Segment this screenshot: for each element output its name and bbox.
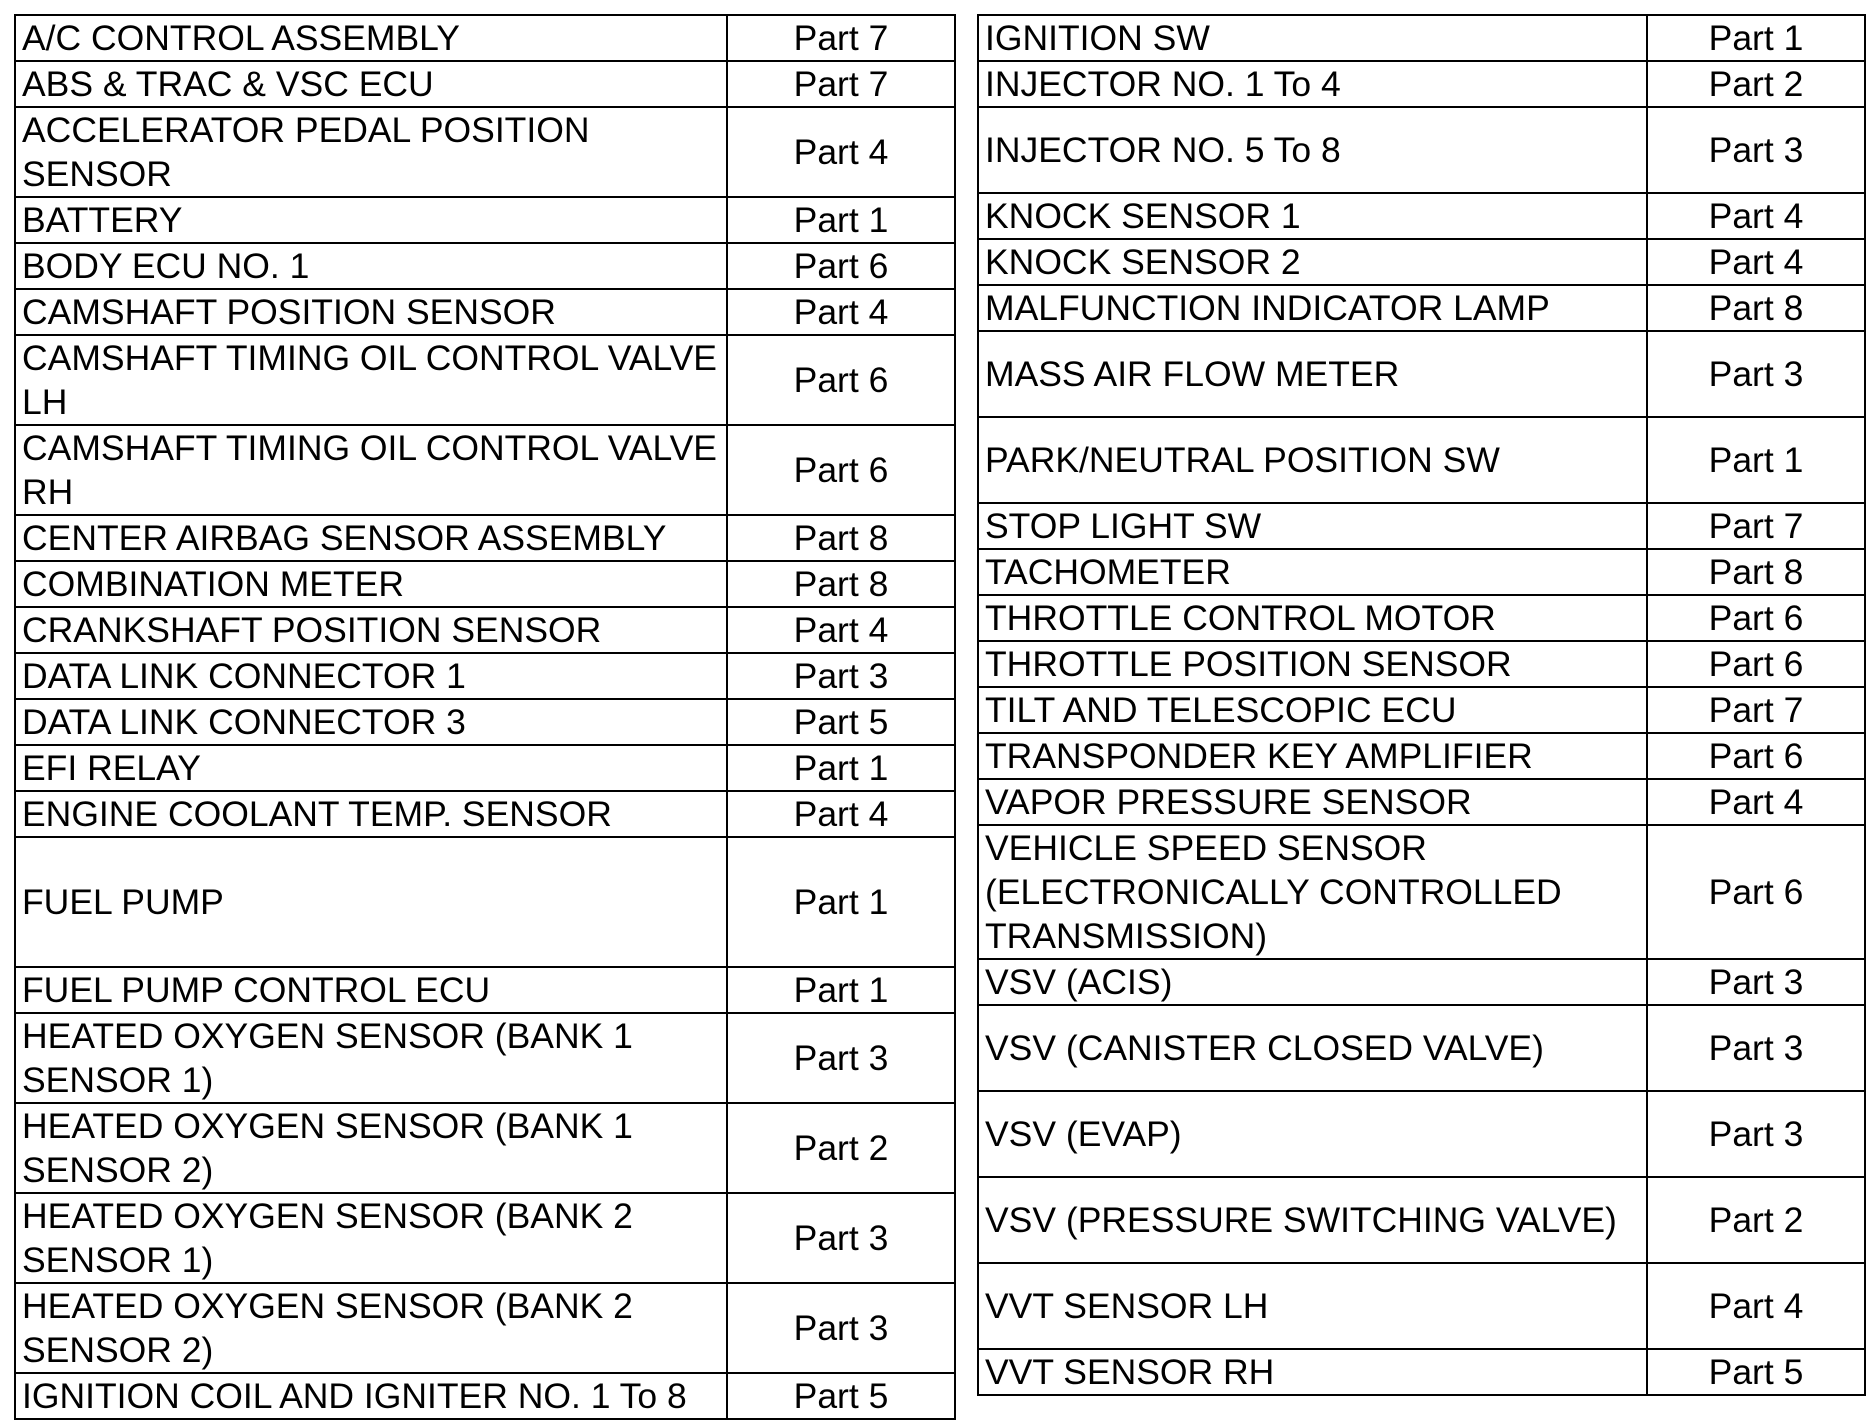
component-name: IGNITION COIL AND IGNITER NO. 1 To 8 — [15, 1373, 727, 1419]
component-name: PARK/NEUTRAL POSITION SW — [978, 417, 1647, 503]
part-reference: Part 2 — [1647, 1177, 1865, 1263]
table-row — [15, 1103, 955, 1193]
table-row — [978, 331, 1865, 417]
component-name: FUEL PUMP CONTROL ECU — [15, 967, 727, 1013]
component-name: HEATED OXYGEN SENSOR (BANK 2 SENSOR 1) — [15, 1193, 727, 1283]
part-reference: Part 2 — [727, 1103, 955, 1193]
table-row — [978, 417, 1865, 503]
part-reference: Part 4 — [727, 607, 955, 653]
part-reference: Part 7 — [1647, 503, 1865, 549]
part-reference: Part 4 — [727, 107, 955, 197]
table-row — [978, 687, 1865, 733]
table-row — [978, 239, 1865, 285]
part-reference: Part 1 — [1647, 417, 1865, 503]
component-name: HEATED OXYGEN SENSOR (BANK 2 SENSOR 2) — [15, 1283, 727, 1373]
component-name: HEATED OXYGEN SENSOR (BANK 1 SENSOR 1) — [15, 1013, 727, 1103]
part-reference: Part 5 — [727, 1373, 955, 1419]
table-row — [15, 1193, 955, 1283]
component-name: VEHICLE SPEED SENSOR (ELECTRONICALLY CONTROLLED TRANSMISSION) — [978, 825, 1647, 959]
index-table-left — [14, 14, 956, 1420]
part-reference: Part 4 — [1647, 1263, 1865, 1349]
part-reference: Part 4 — [1647, 239, 1865, 285]
part-reference: Part 6 — [727, 243, 955, 289]
table-row — [978, 1263, 1865, 1349]
part-reference: Part 5 — [727, 699, 955, 745]
table-row — [15, 15, 955, 61]
part-reference: Part 7 — [727, 15, 955, 61]
component-name: DATA LINK CONNECTOR 1 — [15, 653, 727, 699]
component-name: TRANSPONDER KEY AMPLIFIER — [978, 733, 1647, 779]
part-reference: Part 6 — [1647, 733, 1865, 779]
table-row — [978, 1005, 1865, 1091]
component-name: VSV (EVAP) — [978, 1091, 1647, 1177]
part-reference: Part 2 — [1647, 61, 1865, 107]
part-reference: Part 7 — [1647, 687, 1865, 733]
part-reference: Part 3 — [727, 1283, 955, 1373]
table-row — [15, 197, 955, 243]
component-name: COMBINATION METER — [15, 561, 727, 607]
table-row — [978, 825, 1865, 959]
table-row — [978, 733, 1865, 779]
part-reference: Part 8 — [1647, 285, 1865, 331]
component-name: CENTER AIRBAG SENSOR ASSEMBLY — [15, 515, 727, 561]
component-name: FUEL PUMP — [15, 837, 727, 967]
component-name: CAMSHAFT TIMING OIL CONTROL VALVE RH — [15, 425, 727, 515]
component-name: CAMSHAFT TIMING OIL CONTROL VALVE LH — [15, 335, 727, 425]
component-name: MASS AIR FLOW METER — [978, 331, 1647, 417]
table-row — [15, 745, 955, 791]
component-name: ABS & TRAC & VSC ECU — [15, 61, 727, 107]
part-reference: Part 3 — [727, 1013, 955, 1103]
part-reference: Part 4 — [727, 289, 955, 335]
part-reference: Part 6 — [1647, 641, 1865, 687]
component-name: STOP LIGHT SW — [978, 503, 1647, 549]
component-name: TACHOMETER — [978, 549, 1647, 595]
index-table-right — [977, 14, 1866, 1396]
table-row — [978, 61, 1865, 107]
column-gap — [954, 14, 977, 1398]
component-name: KNOCK SENSOR 2 — [978, 239, 1647, 285]
part-reference: Part 3 — [1647, 1091, 1865, 1177]
table-row — [15, 653, 955, 699]
table-row — [978, 1091, 1865, 1177]
table-row — [15, 837, 955, 967]
part-reference: Part 1 — [1647, 15, 1865, 61]
table-row — [15, 561, 955, 607]
part-reference: Part 4 — [1647, 779, 1865, 825]
component-name: VVT SENSOR LH — [978, 1263, 1647, 1349]
part-reference: Part 6 — [727, 425, 955, 515]
component-name: VSV (CANISTER CLOSED VALVE) — [978, 1005, 1647, 1091]
component-name: CRANKSHAFT POSITION SENSOR — [15, 607, 727, 653]
component-name: EFI RELAY — [15, 745, 727, 791]
component-name: BATTERY — [15, 197, 727, 243]
component-name: HEATED OXYGEN SENSOR (BANK 1 SENSOR 2) — [15, 1103, 727, 1193]
part-reference: Part 6 — [1647, 825, 1865, 959]
table-row — [978, 107, 1865, 193]
part-reference: Part 6 — [727, 335, 955, 425]
table-row — [978, 641, 1865, 687]
part-reference: Part 7 — [727, 61, 955, 107]
table-row — [978, 193, 1865, 239]
component-name: A/C CONTROL ASSEMBLY — [15, 15, 727, 61]
component-name: VAPOR PRESSURE SENSOR — [978, 779, 1647, 825]
table-row — [15, 289, 955, 335]
part-reference: Part 3 — [1647, 1005, 1865, 1091]
component-name: THROTTLE CONTROL MOTOR — [978, 595, 1647, 641]
table-row — [15, 791, 955, 837]
table-row — [15, 107, 955, 197]
component-name: INJECTOR NO. 1 To 4 — [978, 61, 1647, 107]
part-reference: Part 4 — [1647, 193, 1865, 239]
table-row — [15, 515, 955, 561]
part-reference: Part 1 — [727, 745, 955, 791]
table-row — [15, 1013, 955, 1103]
component-name: VVT SENSOR RH — [978, 1349, 1647, 1395]
table-row — [978, 503, 1865, 549]
component-name: KNOCK SENSOR 1 — [978, 193, 1647, 239]
part-reference: Part 3 — [727, 653, 955, 699]
component-name: MALFUNCTION INDICATOR LAMP — [978, 285, 1647, 331]
component-name: IGNITION SW — [978, 15, 1647, 61]
table-row — [978, 15, 1865, 61]
table-row — [978, 285, 1865, 331]
component-name: INJECTOR NO. 5 To 8 — [978, 107, 1647, 193]
component-name: ACCELERATOR PEDAL POSITION SENSOR — [15, 107, 727, 197]
table-row — [15, 607, 955, 653]
part-reference: Part 3 — [1647, 331, 1865, 417]
part-reference: Part 1 — [727, 197, 955, 243]
part-reference: Part 8 — [727, 561, 955, 607]
part-reference: Part 4 — [727, 791, 955, 837]
part-reference: Part 1 — [727, 837, 955, 967]
part-reference: Part 3 — [1647, 959, 1865, 1005]
table-row — [15, 699, 955, 745]
table-row — [15, 243, 955, 289]
component-name: DATA LINK CONNECTOR 3 — [15, 699, 727, 745]
table-row — [15, 425, 955, 515]
table-row — [978, 549, 1865, 595]
table-row — [15, 967, 955, 1013]
part-reference: Part 8 — [727, 515, 955, 561]
table-row — [978, 959, 1865, 1005]
table-row — [978, 595, 1865, 641]
component-name: BODY ECU NO. 1 — [15, 243, 727, 289]
component-name: CAMSHAFT POSITION SENSOR — [15, 289, 727, 335]
table-row — [15, 61, 955, 107]
table-row — [978, 1177, 1865, 1263]
component-name: THROTTLE POSITION SENSOR — [978, 641, 1647, 687]
part-reference: Part 3 — [1647, 107, 1865, 193]
table-row — [15, 335, 955, 425]
part-reference: Part 6 — [1647, 595, 1865, 641]
component-name: VSV (ACIS) — [978, 959, 1647, 1005]
component-name: VSV (PRESSURE SWITCHING VALVE) — [978, 1177, 1647, 1263]
table-row — [15, 1283, 955, 1373]
component-name: ENGINE COOLANT TEMP. SENSOR — [15, 791, 727, 837]
table-row — [15, 1373, 955, 1419]
part-reference: Part 1 — [727, 967, 955, 1013]
table-row — [978, 1349, 1865, 1395]
table-row — [978, 779, 1865, 825]
part-reference: Part 8 — [1647, 549, 1865, 595]
component-name: TILT AND TELESCOPIC ECU — [978, 687, 1647, 733]
part-reference: Part 5 — [1647, 1349, 1865, 1395]
part-reference: Part 3 — [727, 1193, 955, 1283]
